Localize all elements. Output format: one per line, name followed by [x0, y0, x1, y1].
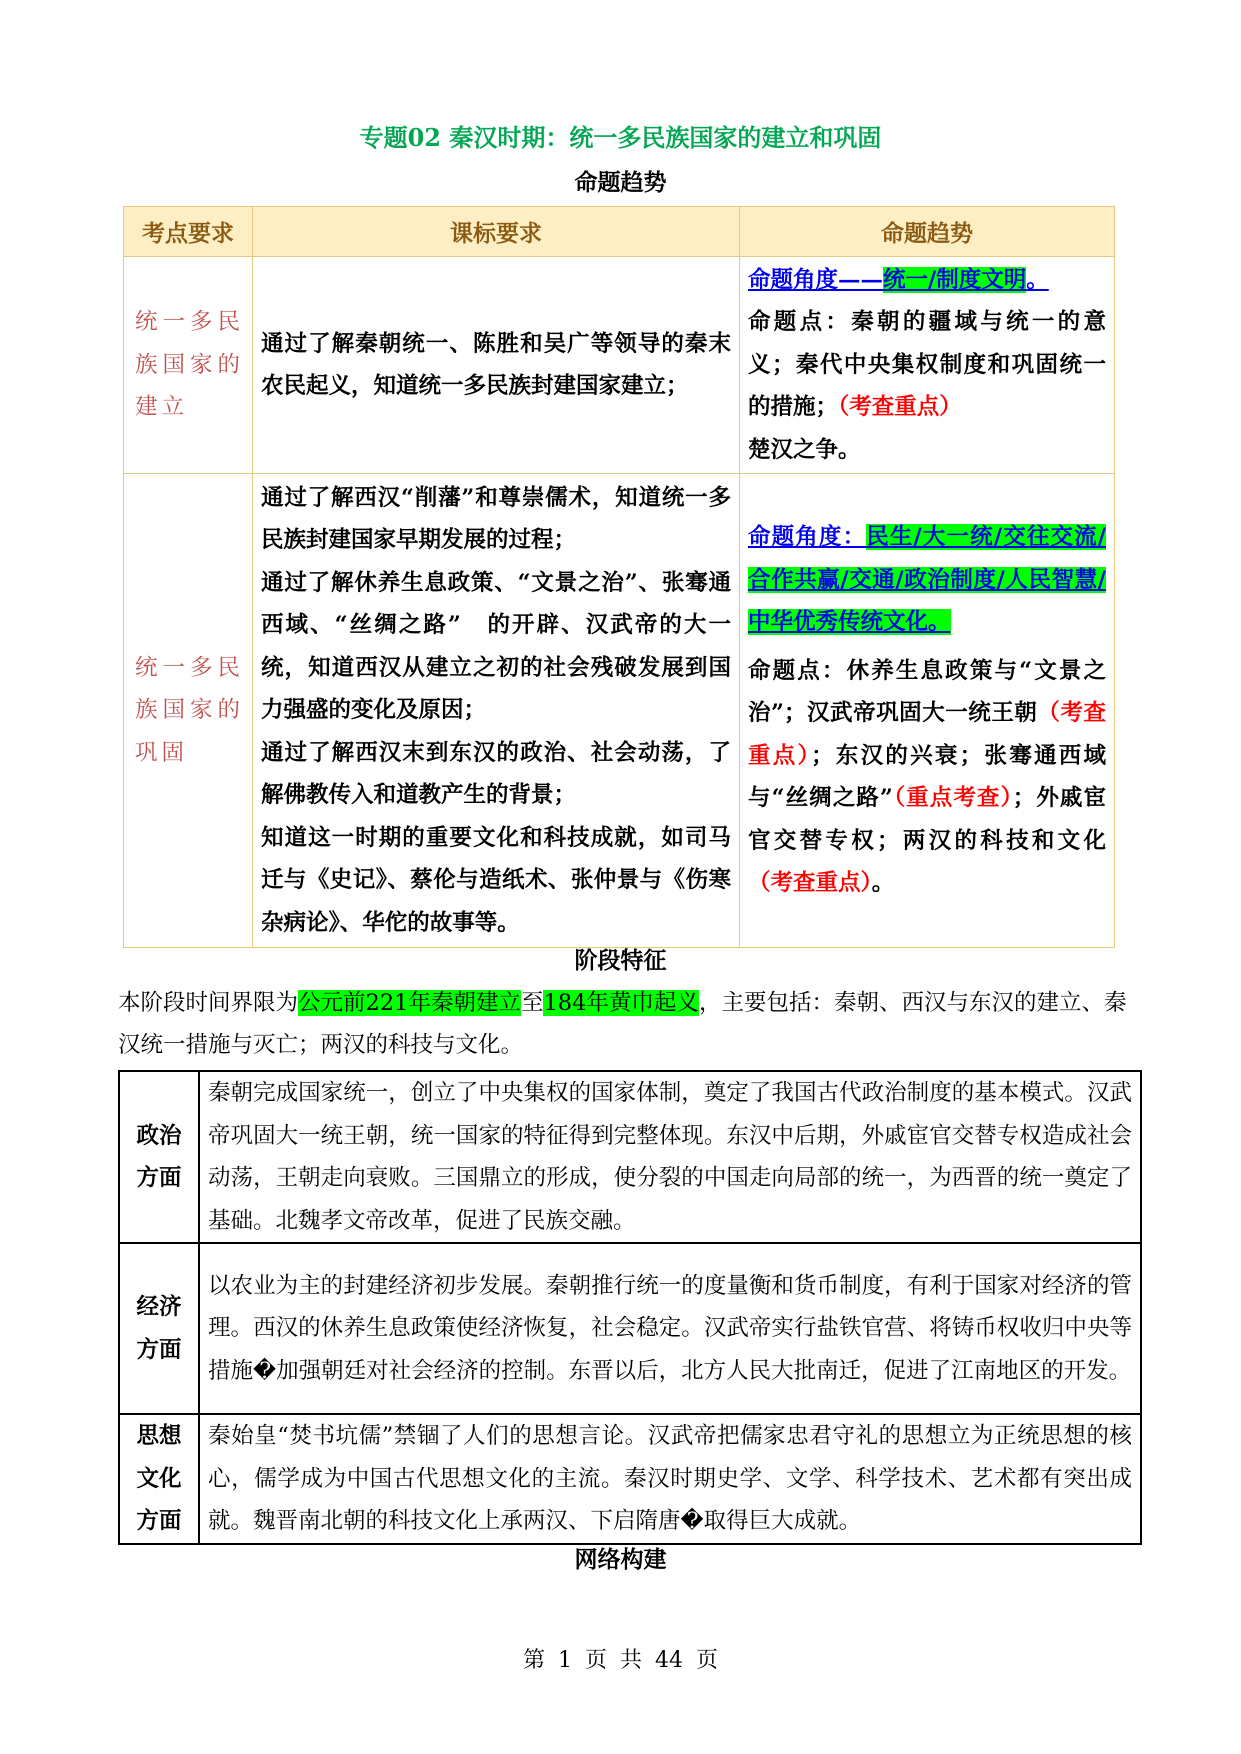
table-row — [119, 1414, 1141, 1544]
key-mark: （考查重点） — [838, 394, 962, 421]
kebiao-line: 通过了解西汉末到东汉的政治、社会动荡，了解佛教传入和道教产生的背景； — [261, 739, 731, 809]
trend-table-header — [124, 207, 1115, 257]
kebiao-line: 通过了解秦朝统一、陈胜和吴广等领导的秦末农民起义，知道统一多民族封建国家建立； — [261, 330, 731, 399]
angle-value: 统一/制度文明 — [883, 266, 1027, 293]
intro-part: 本阶段时间界限为 — [118, 990, 299, 1016]
intro-part: ，主要包括：秦朝、西汉与东汉的建立、秦汉统一措施与灭亡；两汉的科技与文化。 — [118, 990, 1127, 1058]
intro-highlight: 公元前221年秦朝建立 — [298, 990, 521, 1016]
kebiao-line: 通过了解休养生息政策、“文景之治”、张骞通西域、“丝绸之路” 的开辟、汉武帝的大一统，知道西汉从建立之初的社会残破发展到国力强盛的变化及原因； — [261, 569, 731, 724]
angle-value: 民生/大一统/交往交流/合作共赢/交通/政治制度/人民智慧/中华优秀传统文化。 — [748, 524, 1106, 636]
category-cell — [119, 1243, 199, 1414]
intro-part: 至 — [520, 990, 544, 1016]
table-row — [124, 474, 1115, 948]
point-label: 命题点： — [748, 309, 852, 336]
stage-intro — [118, 982, 1128, 1066]
kaodian-cell: 统一多民族国家的建立 — [124, 257, 253, 474]
point-part: 楚汉之争。 — [748, 436, 861, 463]
angle-line — [748, 516, 1106, 644]
trend-table — [123, 206, 1115, 948]
point-part: 休养生息政策与“文景之治”；汉武帝巩固大一统王朝 — [748, 657, 1106, 727]
table-row — [119, 1071, 1141, 1243]
header-kebiao: 课标要求 — [253, 207, 740, 257]
table-row — [124, 257, 1115, 474]
key-mark: （重点考查） — [892, 785, 1013, 812]
key-mark: （考查重点） — [748, 700, 1106, 769]
kebiao-cell — [253, 474, 740, 948]
angle-label: 命题角度—— — [748, 266, 884, 293]
category-cell — [119, 1071, 199, 1243]
table-row — [119, 1243, 1141, 1414]
point-part: 秦朝的疆域与统一的意义；秦代中央集权制度和巩固统一的措施； — [748, 309, 1106, 421]
section-title-stage: 阶段特征 — [574, 947, 667, 974]
feature-table — [118, 1070, 1142, 1545]
point-part: ；外戚宦官交替专权；两汉的科技和文化 — [748, 785, 1106, 854]
header-kaodian: 考点要求 — [124, 207, 253, 257]
intro-highlight: 184年黄巾起义 — [543, 990, 699, 1016]
page-title: 专题02 秦汉时期：统一多民族国家的建立和巩固 — [359, 123, 882, 152]
trend-cell — [740, 257, 1115, 474]
section-title-network: 网络构建 — [574, 1546, 667, 1573]
kebiao-line: 通过了解西汉“削藩”和尊崇儒术，知道统一多民族封建国家早期发展的过程； — [261, 484, 731, 554]
point-text — [748, 650, 1106, 905]
category-label: 思想文化方面 — [136, 1423, 182, 1534]
category-label: 经济方面 — [136, 1294, 182, 1363]
kaodian-cell: 统一多民族国家的巩固 — [124, 474, 253, 948]
header-trend: 命题趋势 — [740, 207, 1115, 257]
category-label: 政治方面 — [136, 1122, 182, 1191]
angle-label: 命题角度： — [748, 524, 867, 551]
category-cell — [119, 1414, 199, 1544]
point-text — [748, 301, 1106, 471]
section-title-trend: 命题趋势 — [574, 169, 667, 196]
feature-text: 以农业为主的封建经济初步发展。秦朝推行统一的度量衡和货币制度，有利于国家对经济的管理。西汉的休养生息政策使经济恢复，社会稳定。汉武帝实行盐铁官营、将铸币权收归中央等措施�加强朝廷对社会经济的控制。东晋以后，北方人民大批南迁，促进了江南地区的开发。 — [199, 1243, 1141, 1414]
trend-cell — [740, 474, 1115, 948]
point-part: 。 — [871, 870, 895, 897]
feature-text: 秦朝完成国家统一，创立了中央集权的国家体制，奠定了我国古代政治制度的基本模式。汉武帝巩固大一统王朝，统一国家的特征得到完整体现。东汉中后期，外戚宦官交替专权造成社会动荡，王朝走向衰败。三国鼎立的形成，使分裂的中国走向局部的统一，为西晋的统一奠定了基础。北魏孝文帝改革，促进了民族交融。 — [199, 1071, 1141, 1243]
point-label: 命题点： — [748, 657, 847, 684]
kebiao-cell — [253, 257, 740, 474]
feature-text: 秦始皇“焚书坑儒”禁锢了人们的思想言论。汉武帝把儒家忠君守礼的思想立为正统思想的核心，儒学成为中国古代思想文化的主流。秦汉时期史学、文学、科学技术、艺术都有突出成就。魏晋南北朝的科技文化上承两汉、下启隋唐�取得巨大成就。 — [199, 1414, 1141, 1544]
key-mark: （考查重点） — [748, 870, 872, 897]
angle-end: 。 — [1026, 266, 1049, 293]
point-part: ；东汉的兴衰；张骞通西域与“丝绸之路” — [748, 742, 1106, 812]
angle-line — [748, 259, 1106, 302]
page-footer: 第 1 页 共 44 页 — [523, 1648, 718, 1673]
kebiao-line: 知道这一时期的重要文化和科技成就，如司马迁与《史记》、蔡伦与造纸术、张仲景与《伤寒杂病论》、华佗的故事等。 — [261, 824, 731, 936]
